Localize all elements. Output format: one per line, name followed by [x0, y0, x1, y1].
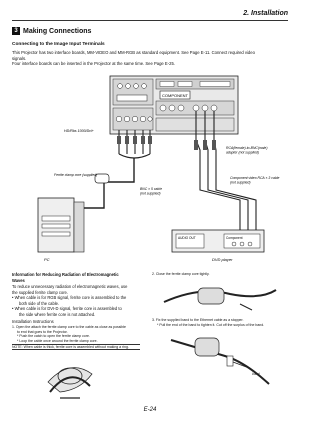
component-label: COMPONENT — [162, 93, 188, 98]
emi-heading-2: Waves — [12, 277, 25, 283]
step-2-text: 2. Close the ferrite clamp core tightly. — [152, 272, 210, 276]
step-1-line-b: to end that goes to the Projector. — [17, 329, 68, 334]
component-out-label: Component — [226, 236, 243, 240]
intro-line-3: Four interface boards can be inserted in the Projector at the same time. See Page E-25. — [12, 61, 175, 66]
pc-illustration — [38, 198, 84, 252]
emi-bullet-2b: the side where ferrite core is not attached. — [19, 311, 96, 317]
header-rule — [12, 20, 288, 21]
intro-line-1: This Projector has two interface boards, MM-VIDEO and MM-RGB as standard equipment. See Page E-11. Connect required video — [12, 50, 255, 55]
component-cable-label-2: (not supplied) — [230, 180, 251, 185]
projector-panel — [110, 76, 238, 134]
page-number: E-24 — [143, 407, 157, 413]
band-illustration — [165, 330, 275, 390]
intro-line-2: signals. — [12, 55, 27, 61]
emi-bullet-1b: both side of the cable. — [19, 300, 60, 306]
ferrite-step1-illustration — [40, 352, 100, 402]
section-title — [12, 27, 91, 35]
bnc-label-2: (not supplied) — [140, 191, 161, 196]
step-1-line-c: * Push the catch to open the ferrite clamp core. — [17, 334, 90, 338]
rca-label-2: adapter (not supplied) — [226, 150, 259, 155]
emi-heading-1: Information for Reducing Radiation of Electromagnetic — [12, 272, 119, 277]
rca-adapters — [194, 140, 216, 150]
intro-heading: Connecting to the Image Input Terminals — [12, 42, 105, 47]
bnc-connectors — [117, 136, 152, 144]
emi-bullet-1a: • When cable is for RGB signal, ferrite core is assembled to the — [12, 295, 127, 300]
hd-label: HD/Rbs 1000/Dvi+ — [64, 129, 94, 133]
emi-bullet-2a: • When cable is for DVI-D signal, ferrite core is assembled to — [12, 306, 122, 311]
step-3-line-a: 3. Fix the supplied band to the Ethernet cable as a stopper. — [152, 318, 244, 322]
page-header-title: 2. Installation — [243, 10, 288, 17]
ferrite-step2-illustration — [160, 282, 280, 314]
emi-para-2: the supplied ferrite clamp core. — [12, 289, 68, 295]
connection-diagram — [0, 70, 300, 266]
dvd-illustration — [172, 230, 264, 252]
note-text: NOTE: When cable is thick, ferrite core is assembled without making a ring. — [12, 344, 140, 350]
section-title-text: Making Connections — [23, 27, 92, 35]
installation-heading: Installation Instructions — [12, 319, 54, 324]
rca-label-1: RCA(female)-to-BNC(male) — [226, 146, 268, 150]
step-3-line-b: * Pull the end of the band to tighten it. Cut off the surplus of the band. — [157, 322, 265, 327]
ferrite-label: Ferrite clamp core (supplied) — [54, 173, 98, 177]
pc-label: PC — [44, 257, 50, 262]
emi-para-1: To reduce unnecessary radiation of electromagnetic waves, use — [12, 284, 128, 289]
step-1-line-a: 1. Open the attach the ferrite clamp core to the cable as close as possible — [12, 325, 127, 329]
section-number: 3 — [12, 27, 20, 35]
component-cable-label-1: Component video RCA × 3 cable — [230, 176, 280, 180]
audio-out-label: AUDIO OUT — [178, 236, 196, 240]
step-1-line-d: * Loop the cable once around the ferrite clamp core. — [17, 338, 98, 343]
bnc-label-1: BNC × 5 cable — [140, 187, 162, 191]
dvd-label: DVD player — [212, 257, 233, 262]
band-label: band — [252, 372, 260, 376]
